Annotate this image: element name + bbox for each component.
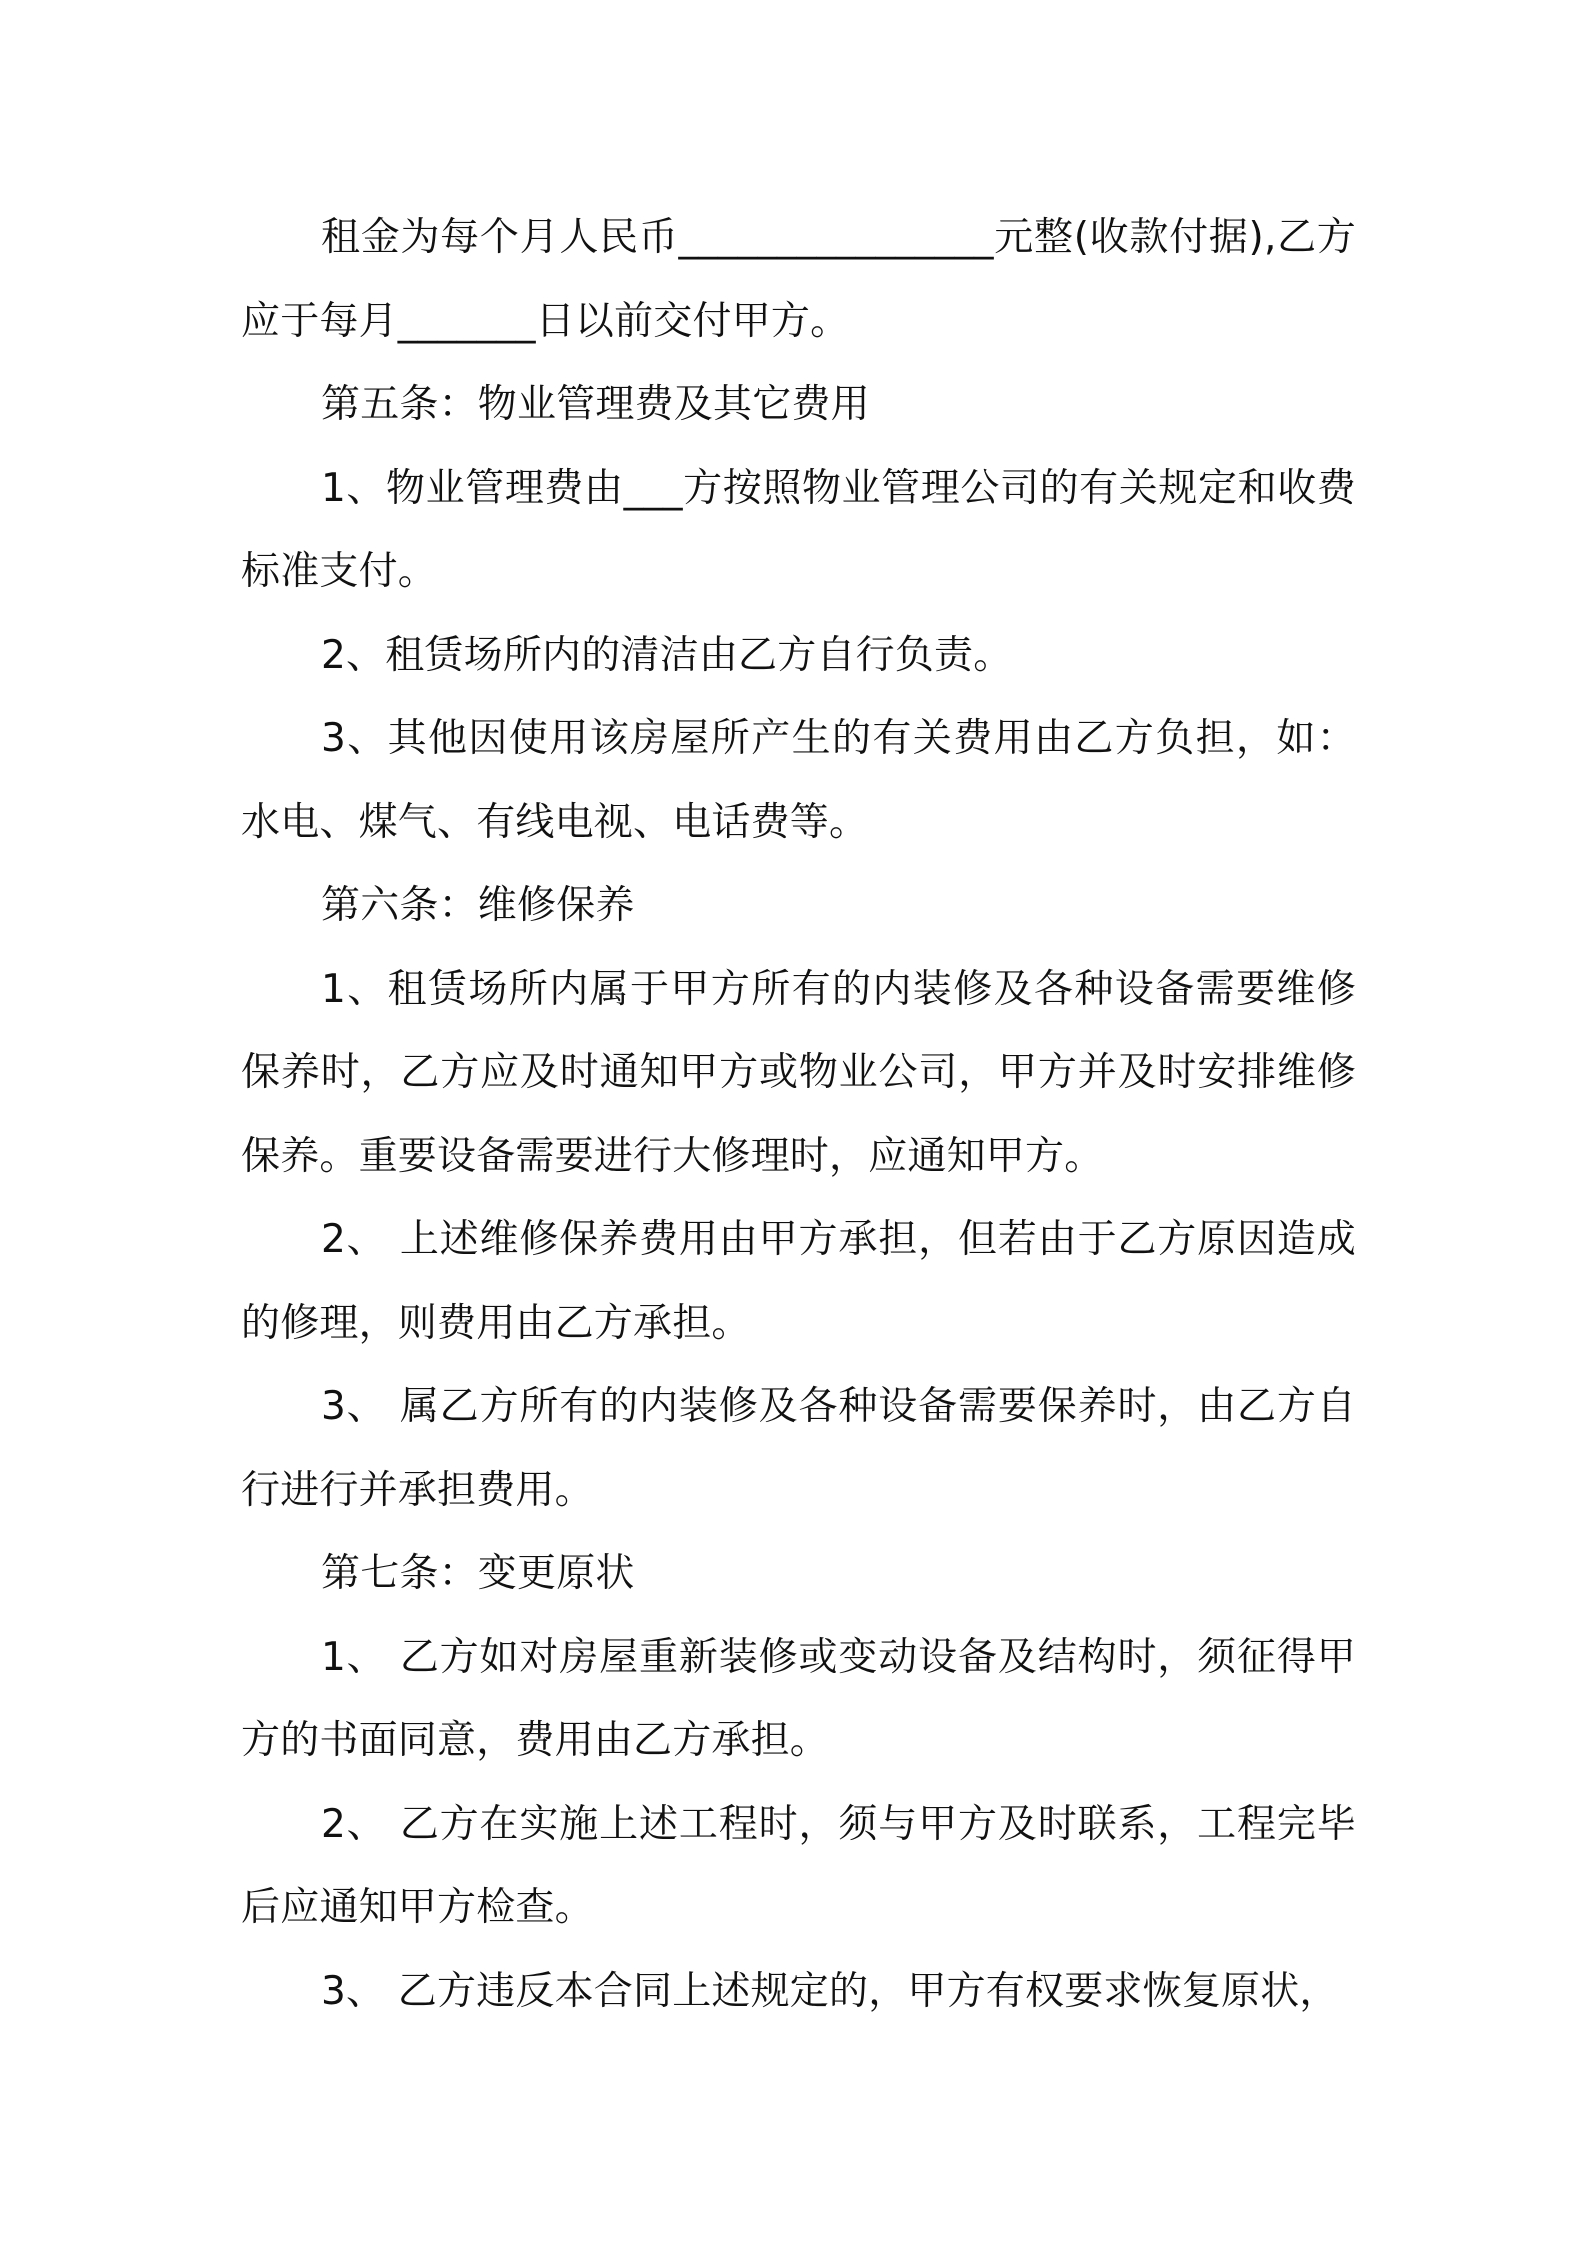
article-6-clause-3: 3、 属乙方所有的内装修及各种设备需要保养时，由乙方自行进行并承担费用。 <box>241 1384 1356 1513</box>
article-5-clause-2: 2、租赁场所内的清洁由乙方自行负责。 <box>321 632 1013 678</box>
rent-paragraph: 租金为每个月人民币________________元整(收款付据),乙方应于每月_______日以前交付甲方。 <box>241 215 1356 344</box>
document-body <box>241 196 1356 2033</box>
article-7-clause-3: 3、 乙方违反本合同上述规定的，甲方有权要求恢复原状， <box>321 1968 1339 2014</box>
article-7-clause-1: 1、 乙方如对房屋重新装修或变动设备及结构时，须征得甲方的书面同意，费用由乙方承担。 <box>241 1634 1356 1763</box>
article-7-clause-2: 2、 乙方在实施上述工程时，须与甲方及时联系，工程完毕后应通知甲方检查。 <box>241 1801 1356 1930</box>
article-6-clause-1: 1、租赁场所内属于甲方所有的内装修及各种设备需要维修保养时，乙方应及时通知甲方或物业公司，甲方并及时安排维修保养。重要设备需要进行大修理时，应通知甲方。 <box>241 966 1356 1179</box>
article-6-heading: 第六条：维修保养 <box>321 883 635 928</box>
article-7-heading: 第七条：变更原状 <box>321 1551 635 1596</box>
article-5-clause-3: 3、其他因使用该房屋所产生的有关费用由乙方负担，如：水电、煤气、有线电视、电话费等。 <box>241 716 1356 845</box>
article-5-heading: 第五条：物业管理费及其它费用 <box>321 382 870 427</box>
article-5-clause-1: 1、物业管理费由___方按照物业管理公司的有关规定和收费标准支付。 <box>241 465 1356 594</box>
article-6-clause-2: 2、 上述维修保养费用由甲方承担，但若由于乙方原因造成的修理，则费用由乙方承担。 <box>241 1217 1356 1346</box>
